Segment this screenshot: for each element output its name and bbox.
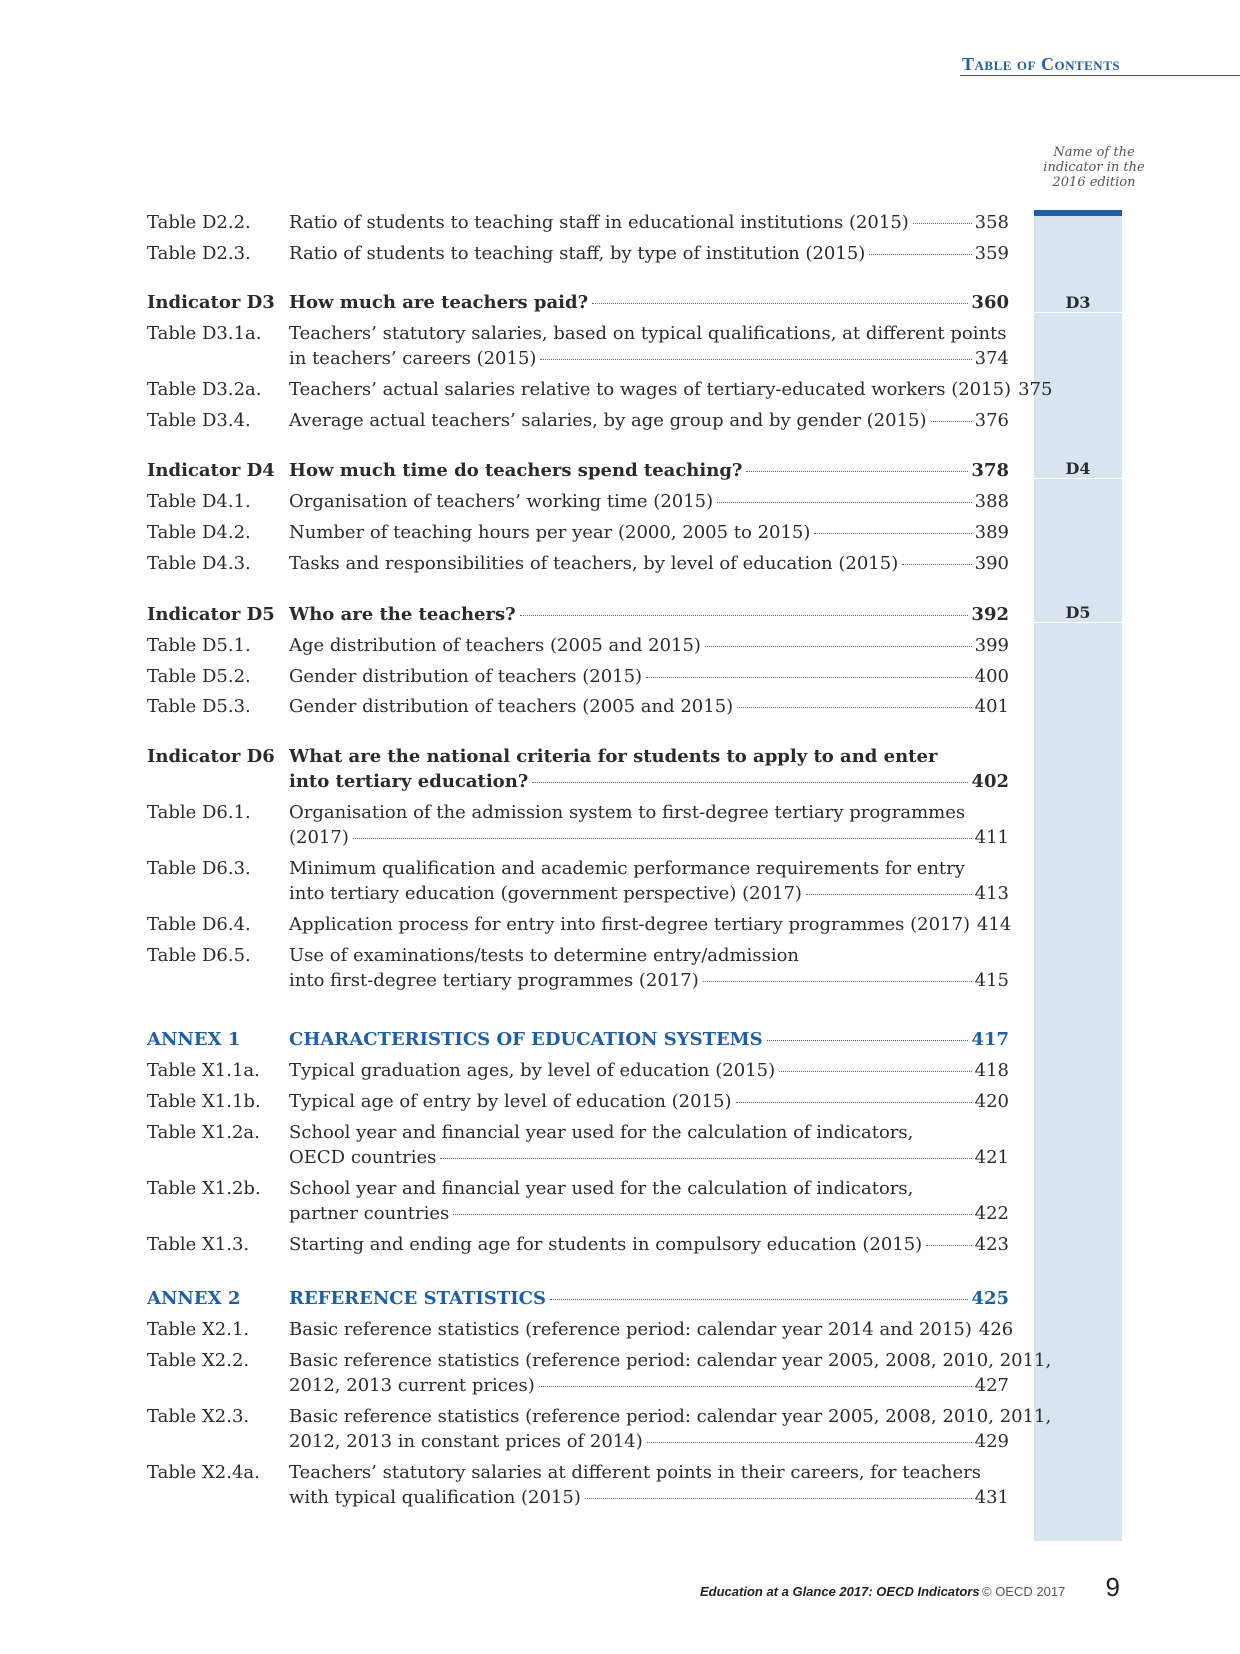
toc-entry-label: Table D3.4.	[147, 410, 251, 431]
toc-entry-label: Table X1.2a.	[147, 1122, 260, 1143]
toc-entry-label: Table D5.2.	[147, 666, 251, 687]
dot-leader	[585, 1498, 972, 1499]
running-header: Table of Contents	[962, 54, 1121, 74]
toc-entry-title: School year and financial year used for the calculation of indicators,	[289, 1178, 914, 1199]
toc-entry-page: 390	[974, 553, 1009, 574]
dot-leader	[539, 1386, 972, 1387]
toc-entry-page: 427	[974, 1375, 1009, 1396]
dot-leader	[453, 1214, 971, 1215]
toc-entry-page: 411	[974, 827, 1009, 848]
toc-entry-page: 374	[974, 348, 1009, 369]
toc-entry-label: Table X2.2.	[147, 1350, 250, 1371]
toc-entry-title: Use of examinations/tests to determine entry/admission	[289, 945, 800, 966]
sidebar-heading: Name of the indicator in the 2016 edition	[1043, 145, 1145, 190]
toc-entry-title: Ratio of students to teaching staff, by type of institution (2015)	[289, 243, 866, 264]
dot-leader	[592, 303, 968, 304]
toc-entry-label: Table D6.3.	[147, 858, 251, 879]
toc-entry-page: 429	[974, 1431, 1009, 1452]
sidebar-code-d4: D4	[1065, 459, 1091, 478]
dot-leader	[926, 1245, 971, 1246]
dot-leader	[737, 707, 971, 708]
toc-entry-label: Table X2.1.	[147, 1319, 250, 1340]
toc-entry-title: Age distribution of teachers (2005 and 2015)	[289, 635, 701, 656]
toc-entry-page: 401	[974, 696, 1009, 717]
dot-leader	[806, 894, 972, 895]
toc-entry-title: into first-degree tertiary programmes (2017)	[289, 970, 699, 991]
toc-entry-title: Typical age of entry by level of education (2015)	[289, 1091, 732, 1112]
toc-entry-title: CHARACTERISTICS OF EDUCATION SYSTEMS	[289, 1029, 763, 1050]
dot-leader	[869, 254, 971, 255]
sidebar-code-d5: D5	[1065, 603, 1091, 622]
toc-entry-title: School year and financial year used for the calculation of indicators,	[289, 1122, 914, 1143]
dot-leader	[353, 838, 972, 839]
toc-entry-title: into tertiary education?	[289, 771, 529, 792]
toc-entry-label: Table X2.4a.	[147, 1462, 260, 1483]
toc-entry-title: Application process for entry into first-degree tertiary programmes (2017)	[289, 914, 970, 935]
dot-leader	[717, 502, 971, 503]
dot-leader	[779, 1071, 972, 1072]
page-footer	[700, 1572, 1120, 1610]
toc-entry-page: 413	[974, 883, 1009, 904]
toc-entry-page: 359	[974, 243, 1009, 264]
toc-entry-page: 375	[1018, 379, 1053, 400]
toc-entry-title: How much are teachers paid?	[289, 292, 589, 313]
toc-entry-label: Indicator D4	[147, 460, 275, 481]
sidebar-code-d3: D3	[1065, 293, 1091, 312]
toc-entry-page: 360	[971, 292, 1009, 313]
toc-entry-title: into tertiary education (government perspective) (2017)	[289, 883, 802, 904]
toc-entry-title: partner countries	[289, 1203, 450, 1224]
toc-entry-label: Table D3.2a.	[147, 379, 262, 400]
toc-entry-page: 415	[974, 970, 1009, 991]
toc-entry-title: What are the national criteria for students to apply to and enter	[289, 746, 938, 767]
toc-entry-page: 420	[974, 1091, 1009, 1112]
page-number: 9	[1105, 1572, 1120, 1602]
toc-entry-title: Basic reference statistics (reference period: calendar year 2005, 2008, 2010, 2011,	[289, 1406, 1052, 1427]
toc-entry-label: Table D6.1.	[147, 802, 251, 823]
toc-entry-title: Average actual teachers’ salaries, by age group and by gender (2015)	[289, 410, 927, 431]
toc-entry-title: with typical qualification (2015)	[289, 1487, 581, 1508]
toc-entry-label: Table X1.2b.	[147, 1178, 261, 1199]
toc-entry-label: Table X1.1a.	[147, 1060, 260, 1081]
toc-entry-label: Table X1.1b.	[147, 1091, 261, 1112]
toc-entry-label: Table X2.3.	[147, 1406, 250, 1427]
toc-entry-label: Table X1.3.	[147, 1234, 250, 1255]
toc-entry-page: 431	[974, 1487, 1009, 1508]
toc-entry-page: 389	[974, 522, 1009, 543]
toc-entry-page: 422	[974, 1203, 1009, 1224]
toc-entry-page: 418	[974, 1060, 1009, 1081]
dot-leader	[520, 615, 969, 616]
toc-entry-label: Table D2.3.	[147, 243, 251, 264]
toc-entry-title: Tasks and responsibilities of teachers, by level of education (2015)	[289, 553, 899, 574]
toc-entry-page: 399	[974, 635, 1009, 656]
toc-entry-label: Indicator D6	[147, 746, 275, 767]
dot-leader	[705, 646, 972, 647]
toc-entry-page: 421	[974, 1147, 1009, 1168]
sidebar-band	[1034, 210, 1122, 1541]
dot-leader	[746, 471, 968, 472]
dot-leader	[913, 223, 972, 224]
toc-entry-title: Starting and ending age for students in compulsory education (2015)	[289, 1234, 923, 1255]
copyright: © OECD 2017	[982, 1584, 1066, 1599]
toc-entry-title: Number of teaching hours per year (2000, 2005 to 2015)	[289, 522, 811, 543]
toc-entry-title: Gender distribution of teachers (2005 and 2015)	[289, 696, 734, 717]
toc-entry-title: Ratio of students to teaching staff in educational institutions (2015)	[289, 212, 909, 233]
dot-leader	[550, 1299, 968, 1300]
toc-entry-page: 423	[974, 1234, 1009, 1255]
toc-entry-title: REFERENCE STATISTICS	[289, 1288, 546, 1309]
toc-entry-label: Table D6.4.	[147, 914, 251, 935]
toc-entry-page: 417	[971, 1029, 1009, 1050]
dot-leader	[814, 533, 971, 534]
dot-leader	[647, 1442, 972, 1443]
dot-leader	[540, 359, 971, 360]
toc-entry-title: Teachers’ statutory salaries, based on typical qualifications, at different points	[289, 323, 1007, 344]
sidebar-divider	[1034, 478, 1122, 479]
toc-entry-label: Table D4.3.	[147, 553, 251, 574]
toc-entry-page: 388	[974, 491, 1009, 512]
sidebar-divider	[1034, 622, 1122, 623]
dot-leader	[902, 564, 971, 565]
toc-entry-title: How much time do teachers spend teaching?	[289, 460, 743, 481]
toc-entry-page: 376	[974, 410, 1009, 431]
toc-entry-title: Minimum qualification and academic performance requirements for entry	[289, 858, 965, 879]
toc-entry-title: Typical graduation ages, by level of education (2015)	[289, 1060, 776, 1081]
toc-entry-title: Teachers’ statutory salaries at different points in their careers, for teachers	[289, 1462, 981, 1483]
toc-entry-label: Indicator D5	[147, 604, 275, 625]
toc-entry-label: Table D3.1a.	[147, 323, 262, 344]
toc-entry-title: 2012, 2013 in constant prices of 2014)	[289, 1431, 643, 1452]
toc-entry-page: 414	[976, 914, 1012, 935]
toc-entry-page: 425	[971, 1288, 1009, 1309]
toc-entry-title: in teachers’ careers (2015)	[289, 348, 537, 369]
toc-entry-title: Organisation of the admission system to first-degree tertiary programmes	[289, 802, 966, 823]
toc-entry-page: 358	[974, 212, 1009, 233]
dot-leader	[767, 1040, 969, 1041]
dot-leader	[532, 782, 968, 783]
sidebar-divider	[1034, 312, 1122, 313]
toc-entry-title: Organisation of teachers’ working time (2015)	[289, 491, 714, 512]
toc-entry-title: 2012, 2013 current prices)	[289, 1375, 535, 1396]
toc-entry-label: ANNEX 2	[147, 1288, 241, 1309]
toc-entry-title: Teachers’ actual salaries relative to wages of tertiary-educated workers (2015)	[289, 379, 1012, 400]
dot-leader	[646, 677, 972, 678]
toc-entry-title: Gender distribution of teachers (2015)	[289, 666, 643, 687]
toc-entry-title: Basic reference statistics (reference period: calendar year 2005, 2008, 2010, 2011,	[289, 1350, 1052, 1371]
dot-leader	[703, 981, 972, 982]
toc-entry-label: Table D6.5.	[147, 945, 251, 966]
toc-entry-label: ANNEX 1	[147, 1029, 241, 1050]
toc-entry-title: Basic reference statistics (reference period: calendar year 2014 and 2015)	[289, 1319, 972, 1340]
toc-entry-page: 392	[971, 604, 1009, 625]
dot-leader	[440, 1158, 971, 1159]
toc-entry-page: 378	[971, 460, 1009, 481]
dot-leader	[736, 1102, 972, 1103]
toc-entry-title: Who are the teachers?	[289, 604, 516, 625]
toc-entry-label: Table D5.3.	[147, 696, 251, 717]
toc-entry-page: 400	[974, 666, 1009, 687]
toc-entry-label: Table D4.2.	[147, 522, 251, 543]
publication-title: Education at a Glance 2017: OECD Indicators	[700, 1584, 980, 1599]
toc-entry-title: (2017)	[289, 827, 349, 848]
toc-entry-title: OECD countries	[289, 1147, 437, 1168]
toc-entry-page: 402	[971, 771, 1009, 792]
toc-entry-label: Table D4.1.	[147, 491, 251, 512]
header-rule	[960, 75, 1240, 76]
dot-leader	[931, 421, 972, 422]
toc-entry-label: Table D5.1.	[147, 635, 251, 656]
toc-entry-page: 426	[978, 1319, 1014, 1340]
toc-entry-label: Table D2.2.	[147, 212, 251, 233]
toc-entry-label: Indicator D3	[147, 292, 275, 313]
